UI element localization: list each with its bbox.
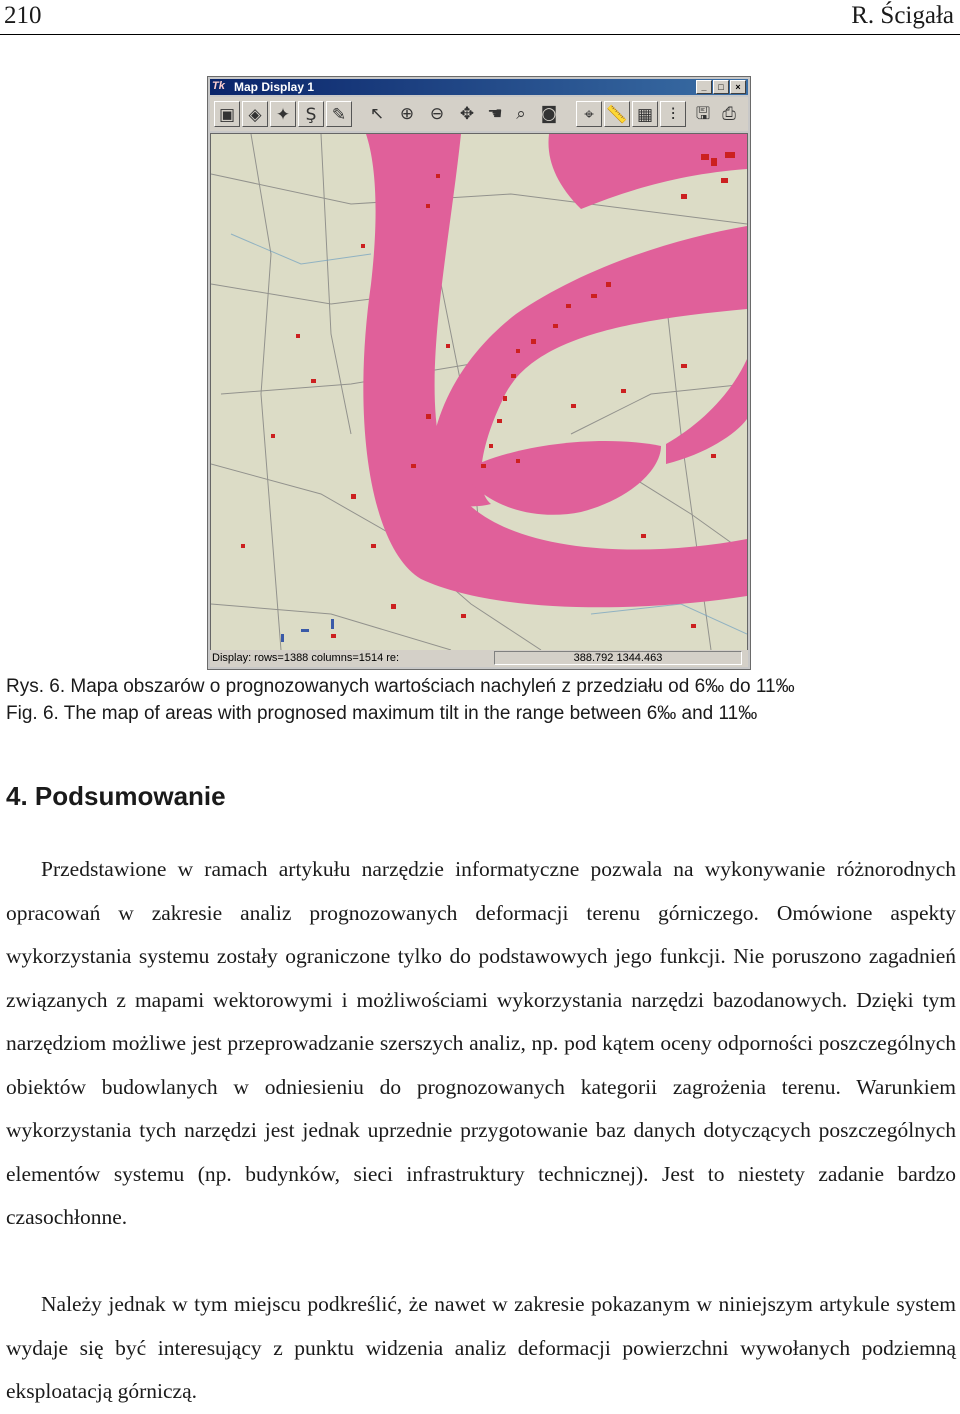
app-icon: Tk bbox=[212, 80, 225, 92]
close-button[interactable]: × bbox=[730, 80, 746, 94]
legend-icon[interactable]: Ş bbox=[298, 101, 324, 127]
pan-icon[interactable]: ✥ bbox=[459, 104, 475, 124]
map-toolbar bbox=[210, 97, 748, 131]
paragraph-2-text: Należy jednak w tym miejscu podkreślić, że nawet w zakresie pokazanym w niniejszym artykule system wydaje się być interesujący z punktu widzenia analiz deformacji powierzchni wywołanych podziemną eksploatacją górniczą. bbox=[6, 1292, 956, 1403]
display-raster-icon[interactable]: ▣ bbox=[214, 101, 240, 127]
pointer-icon[interactable]: ↖ bbox=[369, 104, 385, 124]
analyze-icon[interactable]: ▦ bbox=[632, 101, 658, 127]
profile-icon[interactable]: ⫶ bbox=[660, 101, 686, 127]
coordinate-readout: 388.792 1344.463 bbox=[494, 651, 742, 665]
window-title: Map Display 1 bbox=[234, 80, 315, 94]
map-canvas[interactable] bbox=[210, 133, 748, 651]
section-heading: 4. Podsumowanie bbox=[6, 781, 226, 811]
query-icon[interactable]: ⌖ bbox=[576, 101, 602, 127]
running-header bbox=[0, 0, 960, 35]
thematic-map-icon[interactable]: ✦ bbox=[270, 101, 296, 127]
zoom-region-icon[interactable]: ◙ bbox=[540, 104, 558, 124]
paragraph-1 bbox=[6, 848, 956, 1240]
measure-icon[interactable]: 📏 bbox=[604, 101, 630, 127]
zoom-in-icon[interactable]: ⊕ bbox=[399, 104, 415, 124]
window-titlebar[interactable] bbox=[210, 79, 748, 95]
caption-english: Fig. 6. The map of areas with prognosed maximum tilt in the range between 6‰ and 11‰ bbox=[6, 703, 758, 724]
page-number: 210 bbox=[4, 2, 42, 29]
paragraph-1-text: Przedstawione w ramach artykułu narzędzie informatyczne pozwala na wykonywanie różnorodnych opracowań w zakresie analiz prognozowanych deformacji terenu górniczego. Omówione aspekty wykorzystania systemu zostały ograniczone tylko do podstawowych jego funkcji. Nie poruszono zagadnień związanych z mapami wektorowymi i możliwościami wykorzystania narzędzi bazodanowych. Dzięki tym narzędziom możliwe jest przeprowadzanie szerszych analiz, np. pod kątem oceny odporności poszczególnych obiektów budowlanych w odniesieniu do prognozowanych kategorii zagrożenia terenu. Warunkiem wykorzystania tych narzędzi jest jednak uprzednie przygotowanie baz danych dotyczących poszczególnych elementów systemu (np. budynków, sieci infrastruktury technicznej). Jest to niestety zadanie bardzo czasochłonne. bbox=[6, 857, 956, 1229]
zoom-back-icon[interactable]: ⌕ bbox=[516, 104, 526, 124]
hand-icon[interactable]: ☚ bbox=[487, 104, 503, 124]
paragraph-2 bbox=[6, 1283, 956, 1414]
maximize-button[interactable]: □ bbox=[713, 80, 729, 94]
map-display-window bbox=[207, 76, 751, 670]
print-icon[interactable]: ⎙ bbox=[722, 104, 736, 124]
minimize-button[interactable]: _ bbox=[696, 80, 712, 94]
edit-icon[interactable]: ✎ bbox=[326, 101, 352, 127]
display-info: Display: rows=1388 columns=1514 re: bbox=[212, 652, 400, 664]
save-icon[interactable]: 🖫 bbox=[695, 104, 711, 124]
running-author: R. Ścigała bbox=[851, 2, 954, 29]
zoom-out-icon[interactable]: ⊖ bbox=[429, 104, 445, 124]
status-bar bbox=[210, 650, 748, 667]
display-vector-icon[interactable]: ◈ bbox=[242, 101, 268, 127]
map-svg[interactable] bbox=[211, 134, 747, 650]
caption-polish: Rys. 6. Mapa obszarów o prognozowanych wartościach nachyleń z przedziału od 6‰ do 11‰ bbox=[6, 676, 795, 697]
